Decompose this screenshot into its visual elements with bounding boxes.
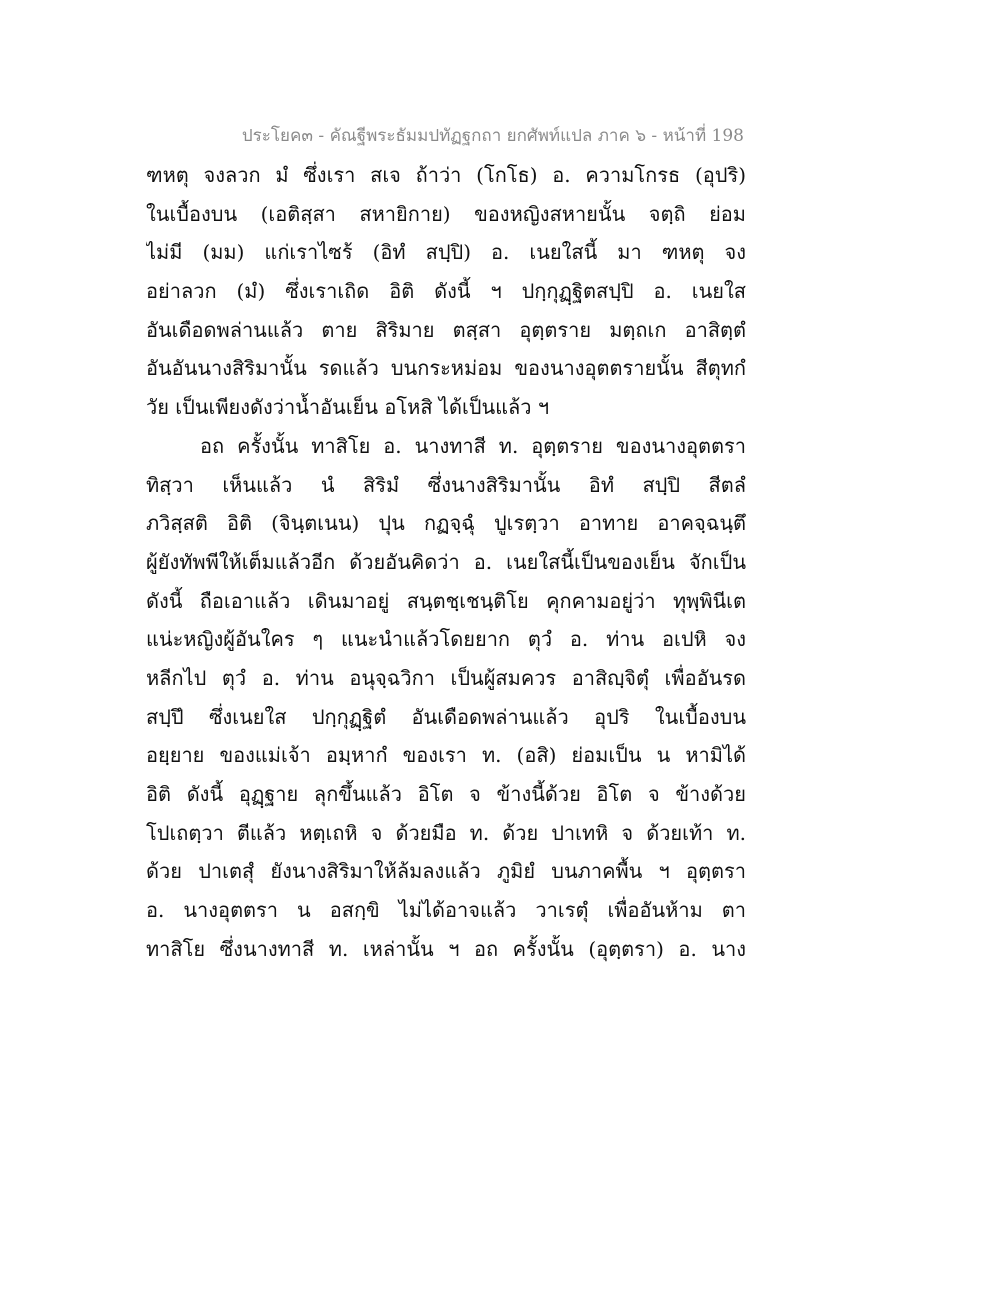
- text-line: ผู้ยังทัพพีให้เต็มแล้วอีก ด้วยอันคิดว่า อ. เนยใสนี้เป็นของเย็น จักเป็น: [146, 549, 746, 574]
- text-line: อ. นางอุตตรา น อสกฺขิ ไม่ได้อาจแล้ว วาเรตุํ เพื่ออันห้าม ตา: [146, 898, 746, 923]
- text-line: ไม่มี (มม) แก่เราไซร้ (อิทํ สปฺปิ) อ. เนยใสนี้ มา ฑหตุ จง: [146, 240, 746, 265]
- text-line: อันเดือดพล่านแล้ว ตาย สิริมาย ตสฺสา อุตฺตราย มตฺถเก อาสิตฺตํ: [146, 317, 746, 342]
- text-line: ทาสิโย ซึ่งนางทาสี ท. เหล่านั้น ฯ อถ ครั้งนั้น (อุตฺตรา) อ. นาง: [146, 936, 746, 961]
- text-line: สปฺปึ ซึ่งเนยใส ปกฺกุฏฺฐิตํ อันเดือดพล่านแล้ว อุปริ ในเบื้องบน: [146, 704, 746, 729]
- text-line: อย่าลวก (มํ) ซึ่งเราเถิด อิติ ดังนี้ ฯ ปกฺกุฏฺฐิตสปฺปิ อ. เนยใส: [146, 279, 746, 304]
- text-line: ทิสฺวา เห็นแล้ว นํ สิริมํ ซึ่งนางสิริมานั้น อิทํ สปฺปิ สีตลํ: [146, 472, 746, 497]
- text-line: ด้วย ปาเตสุํ ยังนางสิริมาให้ล้มลงแล้ว ภูมิยํ บนภาคพื้น ฯ อุตฺตรา: [146, 859, 746, 884]
- text-line: ในเบื้องบน (เอติสฺสา สหายิกาย) ของหญิงสหายนั้น จตฺถิ ย่อม: [146, 201, 746, 226]
- text-line: อยฺยาย ของแม่เจ้า อมฺหากํ ของเรา ท. (อสิ) ย่อมเป็น น หามิได้: [146, 743, 746, 768]
- text-line: ดังนี้ ถือเอาแล้ว เดินมาอยู่ สนฺตชฺเชนฺติโย คุกคามอยู่ว่า ทุพฺพินีเต: [146, 588, 746, 613]
- body-text: [146, 156, 746, 968]
- text-line: อิติ ดังนี้ อุฏฺฐาย ลุกขึ้นแล้ว อิโต จ ข้างนี้ด้วย อิโต จ ข้างด้วย: [146, 782, 746, 806]
- page-header: ประโยค๓ - คัณฐีพระธัมมปทัฏฐกถา ยกศัพท์แปล ภาค ๖ - หน้าที่ 198: [241, 126, 744, 146]
- text-line: ภวิสฺสติ อิติ (จินฺตเนน) ปุน กฏจฺฉุํ ปูเรตฺวา อาทาย อาคจฺฉนฺตึ: [146, 511, 746, 536]
- text-line: อันอันนางสิริมานั้น รดแล้ว บนกระหม่อม ของนางอุตตรายนั้น สีตุทกํ: [146, 356, 746, 381]
- text-line: หลีกไป ตุวํ อ. ท่าน อนุจฺฉวิกา เป็นผู้สมควร อาสิญฺจิตุํ เพื่ออันรด: [146, 665, 746, 690]
- text-line: ฑหตุ จงลวก มํ ซึ่งเรา สเจ ถ้าว่า (โกโธ) อ. ความโกรธ (อุปริ): [146, 163, 746, 187]
- text-line: วัย เป็นเพียงดังว่าน้ำอันเย็น อโหสิ ได้เป็นแล้ว ฯ: [146, 395, 550, 420]
- text-line: แน่ะหญิงผู้อันใคร ๆ แนะนำแล้วโดยยาก ตุวํ อ. ท่าน อเปหิ จง: [146, 627, 746, 652]
- text-line: โปเถตฺวา ตีแล้ว หตฺเถหิ จ ด้วยมือ ท. ด้วย ปาเทหิ จ ด้วยเท้า ท.: [146, 820, 746, 845]
- paragraph-start-line: อถ ครั้งนั้น ทาสิโย อ. นางทาสี ท. อุตฺตราย ของนางอุตตรา: [200, 433, 746, 458]
